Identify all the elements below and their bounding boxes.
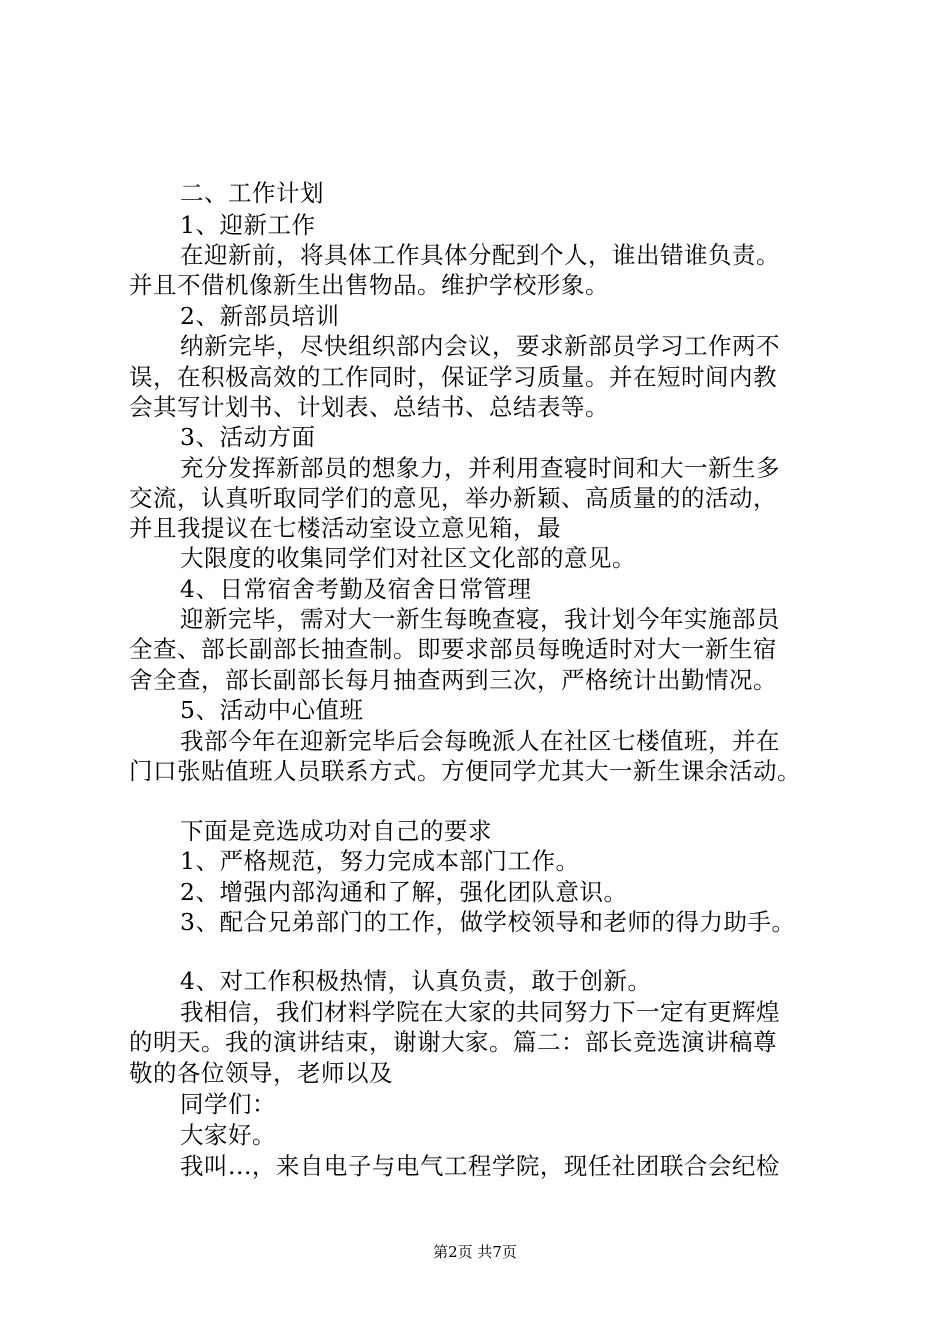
subheading: 4、日常宿舍考勤及宿舍日常管理	[180, 575, 532, 603]
paragraph-line: 我相信，我们材料学院在大家的共同努力下一定有更辉煌	[180, 998, 780, 1026]
list-item: 2、增强内部沟通和了解，强化团队意识。	[180, 878, 628, 906]
page-footer: 第2页 共7页	[433, 1243, 517, 1261]
paragraph-line: 敬的各位领导，老师以及	[129, 1059, 393, 1087]
paragraph-line: 并且我提议在七楼活动室设立意见箱，最	[129, 514, 561, 542]
paragraph-line: 会其写计划书、计划表、总结书、总结表等。	[129, 393, 609, 421]
paragraph-line: 大家好。	[180, 1121, 276, 1149]
paragraph-line: 大限度的收集同学们对社区文化部的意见。	[180, 544, 636, 572]
section-heading: 二、工作计划	[180, 179, 324, 207]
paragraph-line: 全查、部长副部长抽查制。即要求部员每晚适时对大一新生宿	[129, 635, 777, 663]
subheading: 1、迎新工作	[180, 211, 316, 239]
paragraph-line: 的明天。我的演讲结束，谢谢大家。篇二：部长竞选演讲稿尊	[129, 1028, 777, 1056]
paragraph-line: 舍全查，部长副部长每月抽查两到三次，严格统计出勤情况。	[129, 666, 777, 694]
subheading: 下面是竞选成功对自己的要求	[180, 817, 492, 845]
paragraph-line: 纳新完毕，尽快组织部内会议，要求新部员学习工作两不	[180, 332, 780, 360]
subheading: 2、新部员培训	[180, 302, 340, 330]
list-item: 3、配合兄弟部门的工作，做学校领导和老师的得力助手。	[180, 908, 796, 936]
paragraph-line: 同学们：	[180, 1090, 276, 1118]
paragraph-line: 我叫...，来自电子与电气工程学院，现任社团联合会纪检	[180, 1152, 780, 1180]
paragraph-line: 我部今年在迎新完毕后会每晚派人在社区七楼值班，并在	[180, 727, 780, 755]
list-item: 1、严格规范，努力完成本部门工作。	[180, 847, 580, 875]
paragraph-line: 门口张贴值班人员联系方式。方便同学尤其大一新生课余活动。	[129, 757, 801, 785]
paragraph-line: 在迎新前，将具体工作具体分配到个人，谁出错谁负责。	[180, 241, 780, 269]
subheading: 5、活动中心值班	[180, 696, 364, 724]
paragraph-line: 充分发挥新部员的想象力，并利用查寝时间和大一新生多	[180, 454, 780, 482]
paragraph-line: 交流，认真听取同学们的意见，举办新颖、高质量的的活动，	[129, 484, 777, 512]
paragraph-line: 并且不借机像新生出售物品。维护学校形象。	[129, 271, 609, 299]
paragraph-line: 误，在积极高效的工作同时，保证学习质量。并在短时间内教	[129, 363, 777, 391]
paragraph-line: 迎新完毕，需对大一新生每晚查寝，我计划今年实施部员	[180, 605, 780, 633]
subheading: 3、活动方面	[180, 423, 316, 451]
list-item: 4、对工作积极热情，认真负责，敢于创新。	[180, 967, 652, 995]
